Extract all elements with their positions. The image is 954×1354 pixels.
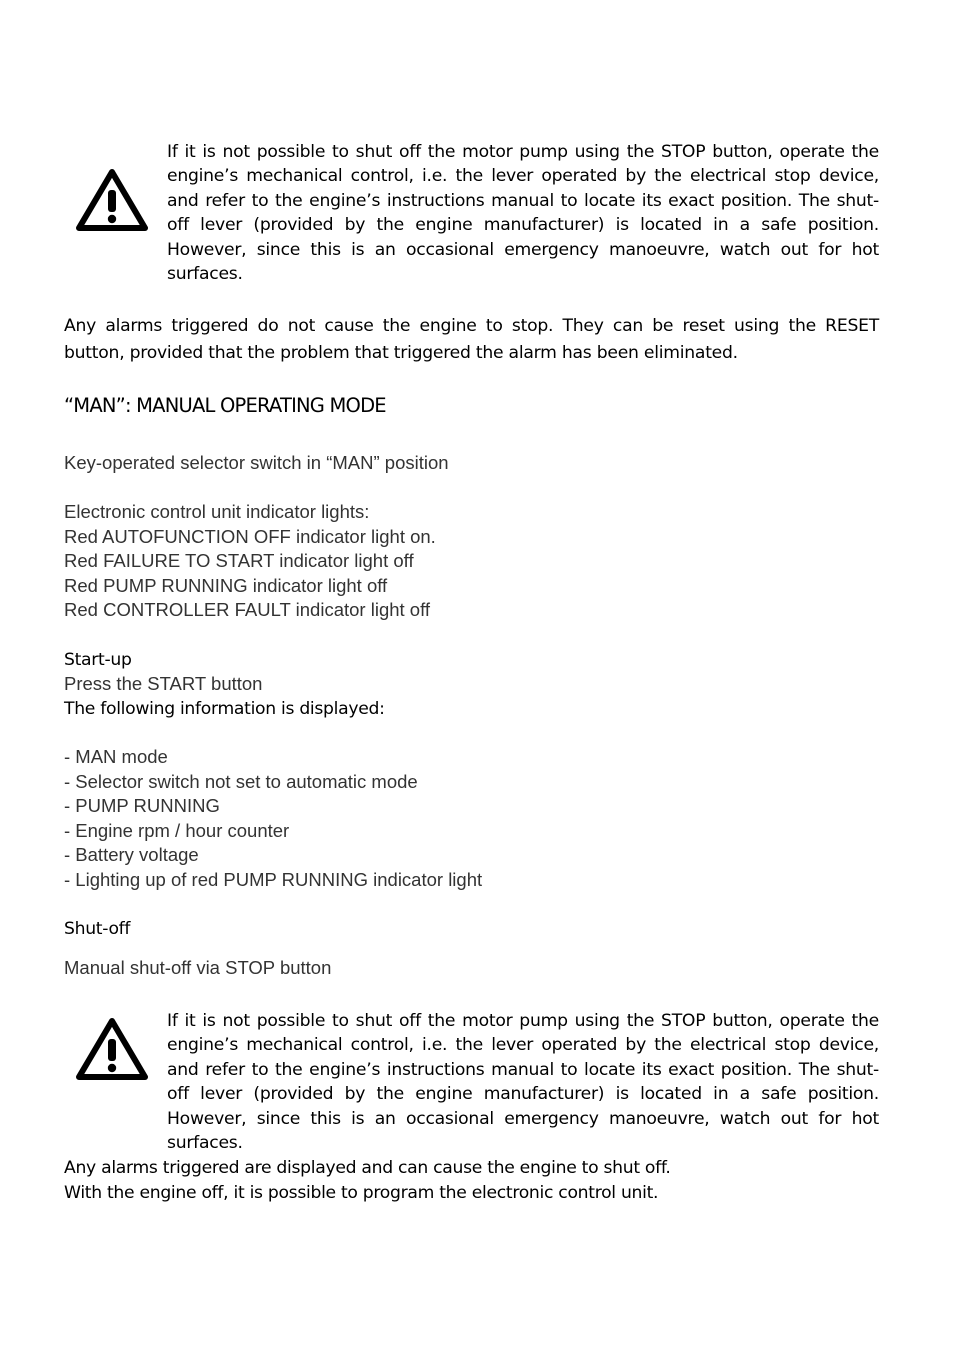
closing-line: With the engine off, it is possible to program the electronic control unit.: [64, 1182, 659, 1203]
indicator-light-item: Red CONTROLLER FAULT indicator light off: [64, 599, 431, 620]
warning-triangle-icon: [76, 168, 148, 232]
indicator-light-item: Red PUMP RUNNING indicator light off: [64, 574, 388, 596]
info-item: - Selector switch not set to automatic mode: [64, 770, 418, 792]
info-item: - Lighting up of red PUMP RUNNING indicator light: [64, 868, 483, 890]
info-item: - MAN mode: [64, 746, 168, 767]
closing-line: Any alarms triggered are displayed and can cause the engine to shut off.: [64, 1158, 671, 1178]
info-item: - Engine rpm / hour counter: [64, 819, 290, 841]
closing-lines: [64, 1156, 671, 1205]
warning-text-top: If it is not possible to shut off the motor pump using the STOP button, operate the engine’s mechanical control, i.e. the lever operated by the electrical stop device, and refer to the engine’s instructions manual to locate its exact position. The shut-off lever (provided by the engine manufacturer) is located in a safe position. However, since this is an occasional emergency manoeuvre, watch out for hot surfaces.: [167, 142, 879, 285]
info-item: - Battery voltage: [64, 844, 199, 865]
startup-instruction: Press the START button: [64, 673, 263, 694]
indicator-light-item: Red FAILURE TO START indicator light off: [64, 550, 414, 571]
indicator-lights-list: [64, 500, 436, 623]
shutoff-heading: Shut-off: [64, 919, 131, 939]
info-item: - PUMP RUNNING: [64, 795, 220, 816]
selector-switch-line: Key-operated selector switch in “MAN” position: [64, 452, 449, 473]
section-heading-man-mode: “MAN”: MANUAL OPERATING MODE: [64, 394, 386, 417]
info-displayed-list: [64, 745, 482, 892]
alarms-reset-paragraph: Any alarms triggered do not cause the engine to stop. They can be reset using the RESET button, provided that the problem that triggered the alarm has been eliminated.: [64, 316, 879, 363]
indicator-light-item: Red AUTOFUNCTION OFF indicator light on.: [64, 525, 436, 547]
indicator-lights-intro: Electronic control unit indicator lights:: [64, 501, 370, 522]
warning-text-bottom: If it is not possible to shut off the motor pump using the STOP button, operate the engine’s mechanical control, i.e. the lever operated by the electrical stop device, and refer to the engine’s instructions manual to locate its exact position. The shut-off lever (provided by the engine manufacturer) is located in a safe position. However, since this is an occasional emergency manoeuvre, watch out for hot surfaces.: [167, 1011, 879, 1154]
shutoff-instruction: Manual shut-off via STOP button: [64, 957, 332, 978]
startup-heading: Start-up: [64, 650, 132, 670]
warning-triangle-icon: [76, 1017, 148, 1081]
info-displayed-heading: The following information is displayed:: [64, 699, 385, 719]
